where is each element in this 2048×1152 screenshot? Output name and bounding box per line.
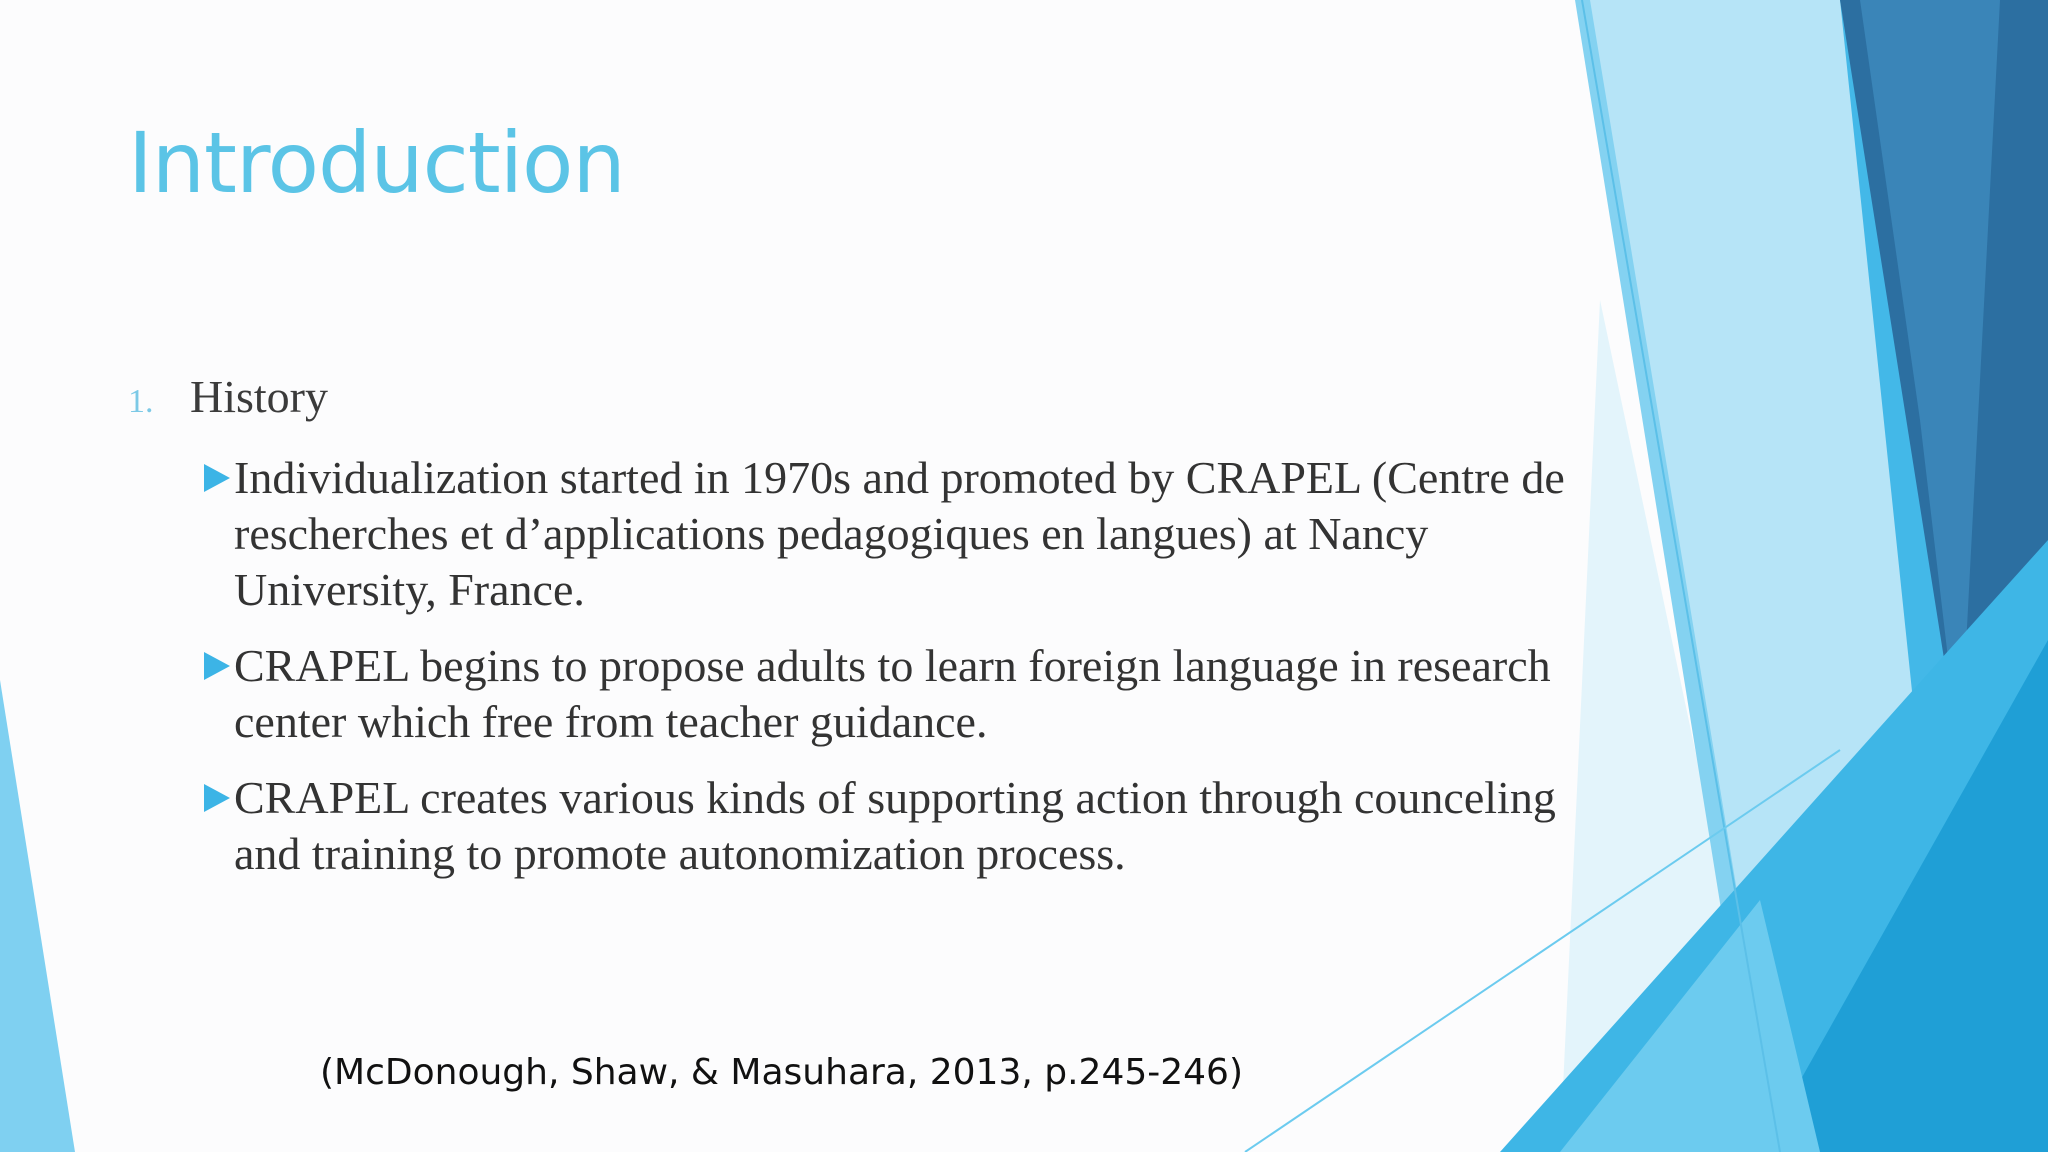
- bullet-list: [204, 450, 1604, 902]
- citation: (McDonough, Shaw, & Masuhara, 2013, p.245-246): [320, 1052, 1244, 1093]
- triangle-bullet-icon: [204, 652, 230, 680]
- bullet-item: [204, 770, 1604, 882]
- triangle-bullet-icon: [204, 784, 230, 812]
- deco-left-triangle: [0, 680, 75, 1152]
- bullet-text: Individualization started in 1970s and promoted by CRAPEL (Centre de rescherches et d’applications pedagogiques en langues) at Nancy University, France.: [234, 452, 1565, 615]
- bullet-text: CRAPEL begins to propose adults to learn foreign language in research center which free from teacher guidance.: [234, 640, 1551, 747]
- section-heading-row: [128, 370, 1608, 430]
- bullet-item: [204, 638, 1604, 750]
- section-number: 1.: [128, 383, 154, 420]
- bullet-text: CRAPEL creates various kinds of supporting action through counceling and training to promote autonomization process.: [234, 772, 1556, 879]
- section-history: [128, 370, 1608, 430]
- bullet-item: [204, 450, 1604, 618]
- section-heading: History: [190, 371, 328, 422]
- slide-title: Introduction: [128, 114, 625, 212]
- triangle-bullet-icon: [204, 464, 230, 492]
